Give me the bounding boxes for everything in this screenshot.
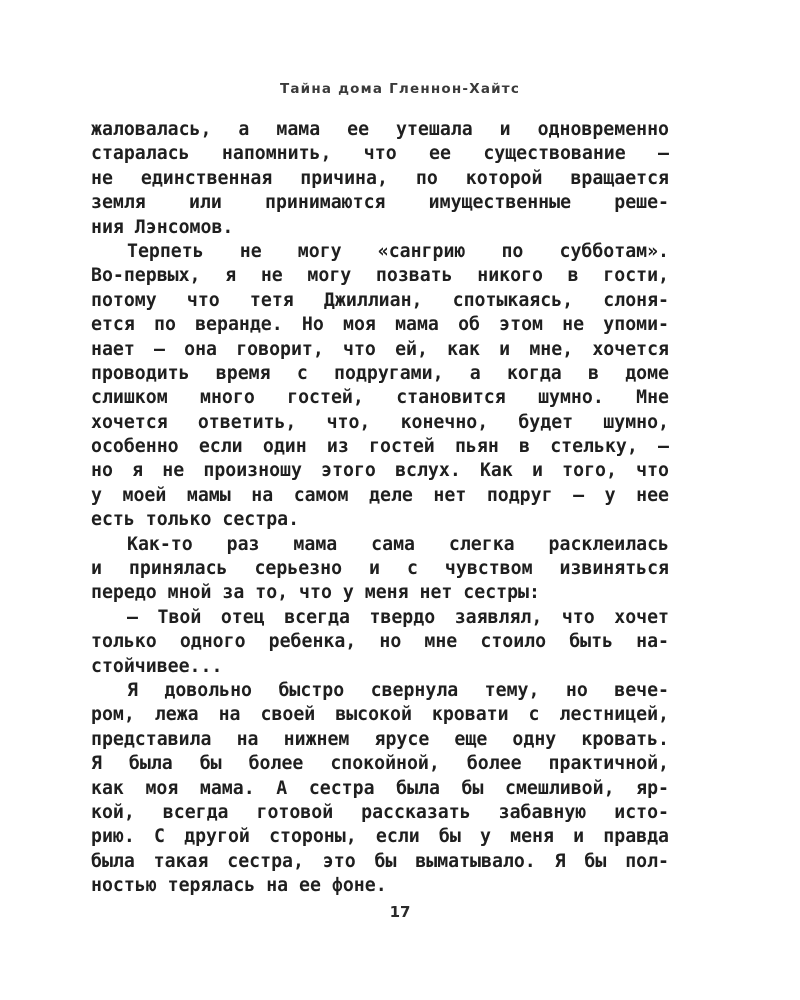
text-line: у моей мамы на самом деле нет подруг — у нее bbox=[91, 484, 669, 506]
paragraph-first-line: Я довольно быстро свернула тему, но вече- bbox=[127, 679, 669, 701]
text-line: но я не произношу этого вслух. Как и того, что bbox=[91, 460, 669, 482]
text-line: особенно если один из гостей пьян в стельку, — bbox=[91, 436, 669, 458]
text-line: слишком много гостей, становится шумно. Мне bbox=[91, 387, 669, 409]
text-line: как моя мама. А сестра была бы смешливой, яр- bbox=[91, 777, 669, 799]
text-line: не единственная причина, по которой вращается bbox=[91, 167, 669, 189]
paragraph-first-line: Как-то раз мама сама слегка расклеилась bbox=[127, 533, 669, 555]
text-line: стойчивее... bbox=[91, 655, 223, 677]
running-header-title: Тайна дома Гленнон-Хайтс bbox=[279, 81, 521, 97]
body-text bbox=[91, 118, 669, 899]
text-line: кой, всегда готовой рассказать забавную исто- bbox=[91, 801, 669, 823]
text-line: ется по веранде. Но моя мама об этом не упоми- bbox=[91, 314, 669, 336]
dialogue-line: — Твой отец всегда твердо заявлял, что хочет bbox=[127, 606, 669, 628]
text-line: была такая сестра, это бы выматывало. Я бы пол- bbox=[91, 850, 669, 872]
text-line: ния Лэнсомов. bbox=[91, 216, 234, 238]
text-line: и принялась серьезно и с чувством извиняться bbox=[91, 558, 669, 580]
text-line: земля или принимаются имущественные реше- bbox=[91, 192, 669, 214]
text-line: Во-первых, я не могу позвать никого в гости, bbox=[91, 265, 669, 287]
text-line: хочется ответить, что, конечно, будет шумно, bbox=[91, 411, 669, 433]
text-line: представила на нижнем ярусе еще одну кровать. bbox=[91, 728, 669, 750]
text-line: старалась напомнить, что ее существование — bbox=[91, 143, 669, 165]
text-line: Я была бы более спокойной, более практичной, bbox=[91, 753, 669, 775]
page-number: 17 bbox=[389, 903, 411, 921]
text-line: есть только сестра. bbox=[91, 509, 300, 531]
text-line: жаловалась, а мама ее утешала и одновременно bbox=[91, 119, 669, 140]
text-line: только одного ребенка, но мне стоило быть на- bbox=[91, 631, 669, 653]
paragraph-first-line: Терпеть не могу «сангрию по субботам». bbox=[127, 240, 669, 262]
text-line: рию. С другой стороны, если бы у меня и правда bbox=[91, 826, 669, 848]
text-line: ностью терялась на ее фоне. bbox=[91, 875, 387, 897]
text-line: нает — она говорит, что ей, как и мне, хочется bbox=[91, 338, 669, 360]
text-line: передо мной за то, что у меня нет сестры: bbox=[91, 582, 540, 604]
text-line: потому что тетя Джиллиан, спотыкаясь, слоня- bbox=[91, 289, 669, 311]
text-line: проводить время с подругами, а когда в доме bbox=[91, 362, 669, 384]
text-line: ром, лежа на своей высокой кровати с лестницей, bbox=[91, 704, 669, 726]
